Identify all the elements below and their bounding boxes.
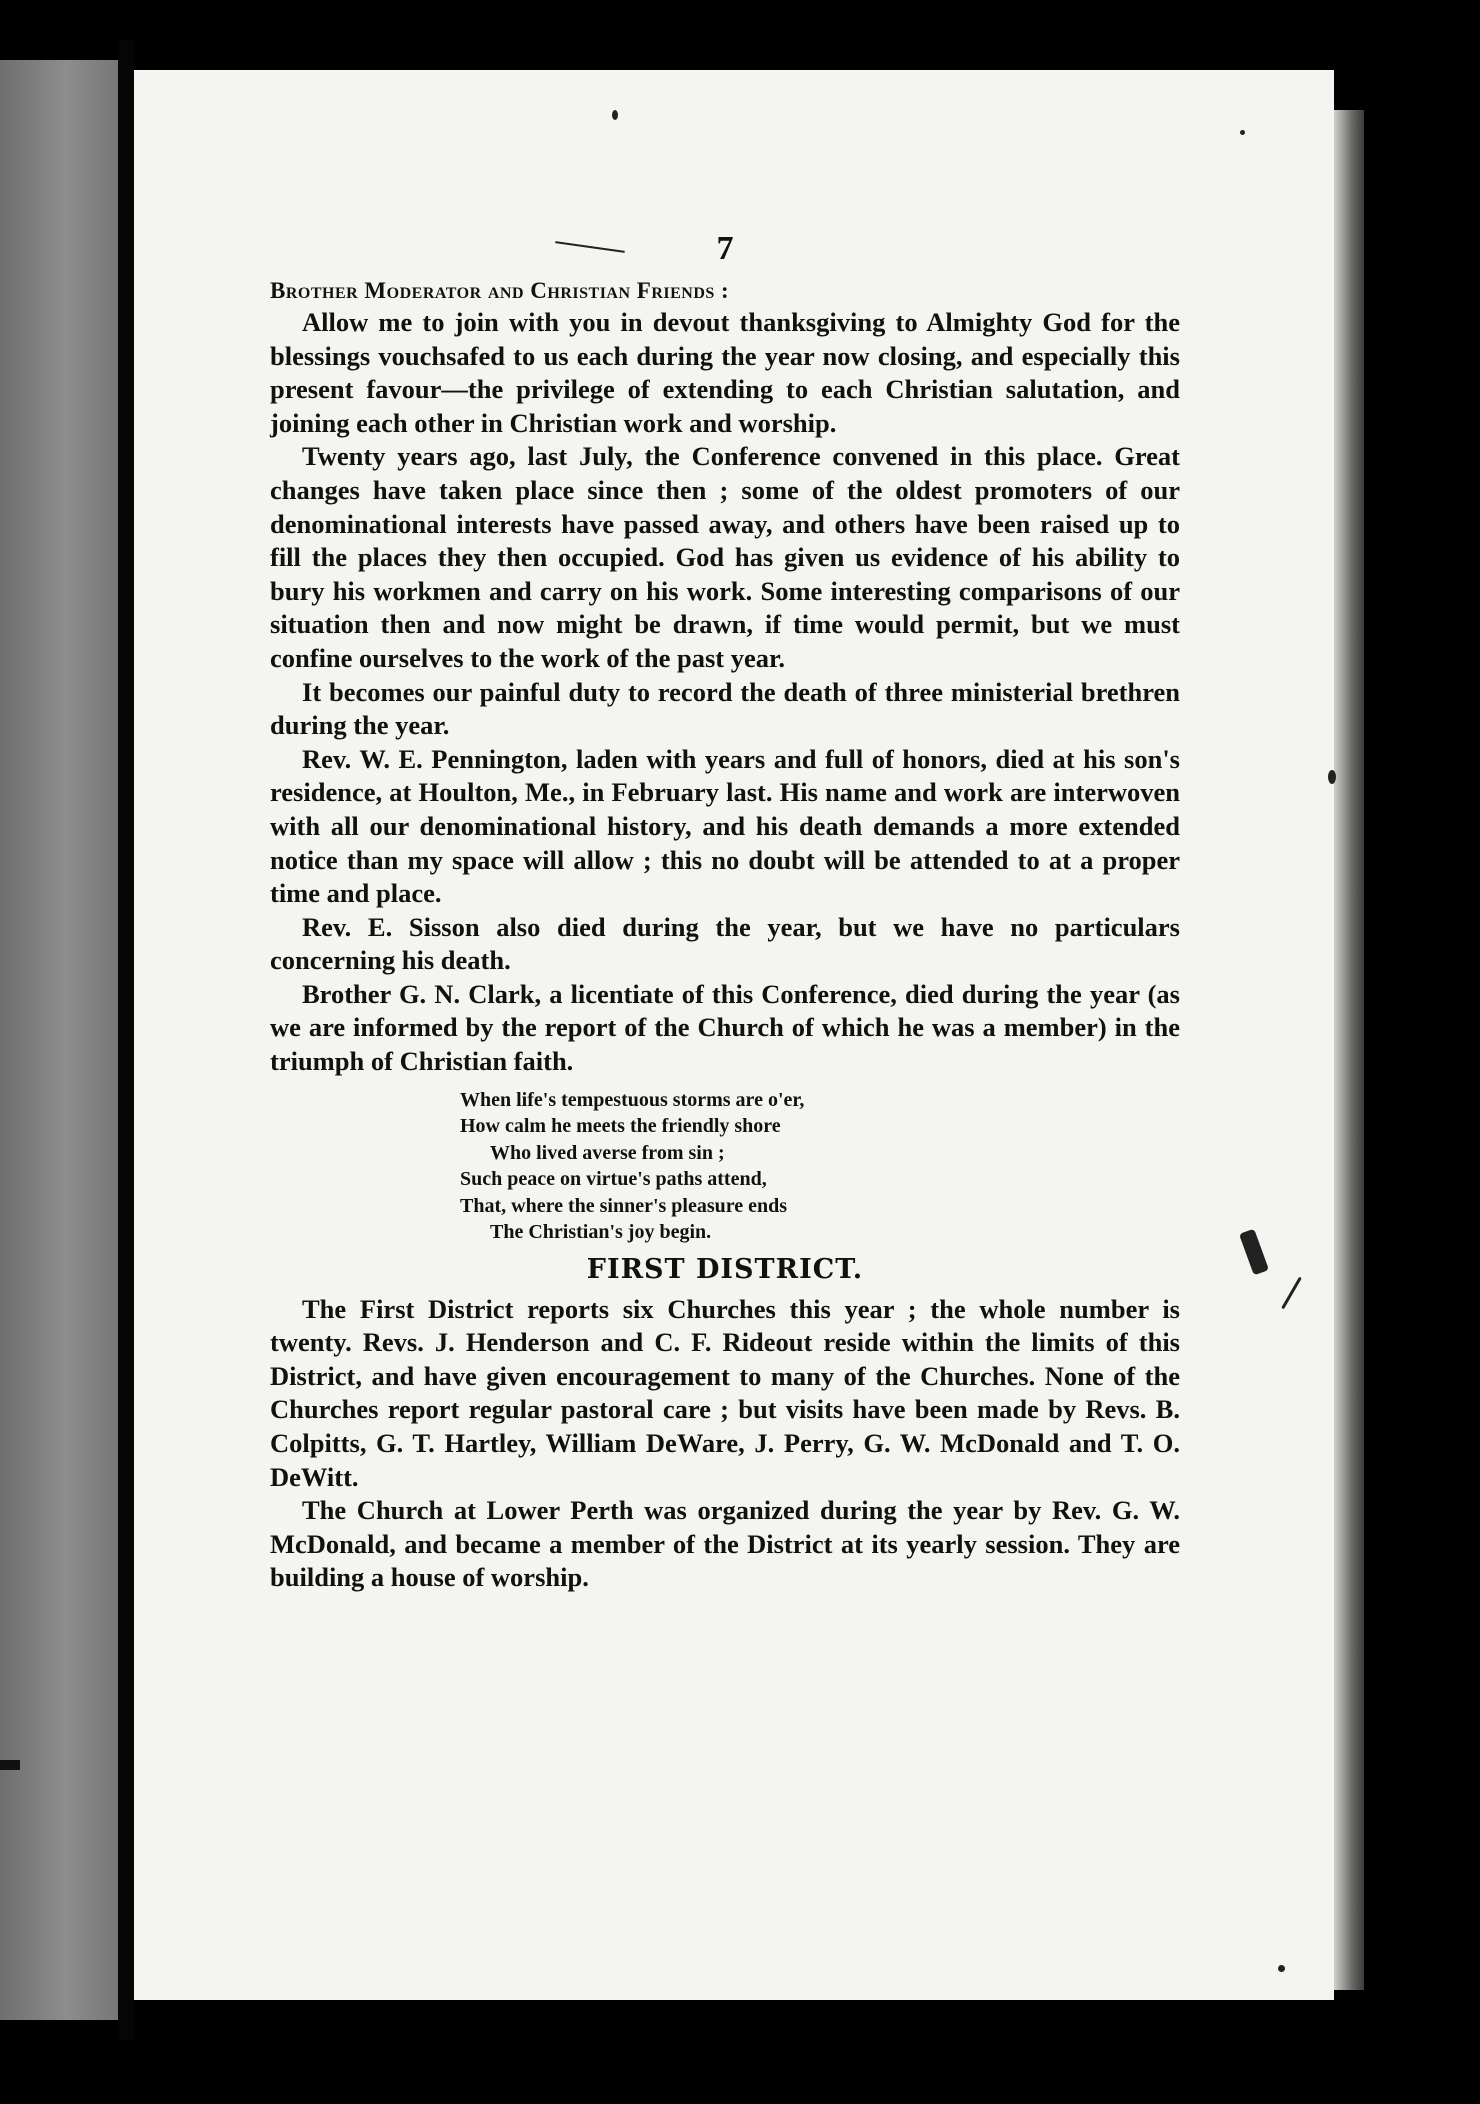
paragraph: The Church at Lower Perth was organized during the year by Rev. G. W. McDonald, and became a member of the District at its yearly session. They are building a house of worship. xyxy=(270,1495,1180,1593)
film-speck xyxy=(1240,130,1245,135)
poem-line: How calm he meets the friendly shore xyxy=(460,1115,781,1138)
page-stack-edge xyxy=(1334,110,1364,1990)
book-gutter xyxy=(118,40,134,2040)
poem xyxy=(460,1087,1180,1246)
film-speck xyxy=(1278,1965,1285,1972)
paragraph: Twenty years ago, last July, the Conference convened in this place. Great changes have taken place since then ; some of the oldest promoters of our denominational interests have passed away, and others have been raised up to fill the places they then occupied. God has given us evidence of his ability to bury his workmen and carry on his work. Some interesting comparisons of our situation then and now might be drawn, if time would permit, but we must confine ourselves to the work of the past year. xyxy=(270,441,1180,673)
facing-page-edge xyxy=(0,60,118,2020)
section-heading: FIRST DISTRICT. xyxy=(586,1253,864,1285)
paragraph: Allow me to join with you in devout thanksgiving to Almighty God for the blessings vouchsafed to us each during the year now closing, and especially this present favour—the privilege of extending to each Christian salutation, and joining each other in Christian work and worship. xyxy=(270,307,1180,438)
poem-line: The Christian's joy begin. xyxy=(490,1221,712,1244)
paragraph: The First District reports six Churches this year ; the whole number is twenty. Revs. J. Henderson and C. F. Rideout reside within the limits of this District, and have given encouragement to many of the Churches. None of the Churches report regular pastoral care ; but visits have been made by Revs. B. Colpitts, G. T. Hartley, William DeWare, J. Perry, G. W. McDonald and T. O. DeWitt. xyxy=(270,1293,1180,1492)
poem-line: When life's tempestuous storms are o'er, xyxy=(460,1088,805,1111)
facing-page-mark xyxy=(0,1760,20,1770)
salutation: Brother Moderator and Christian Friends : xyxy=(270,278,730,303)
paragraph: Rev. W. E. Pennington, laden with years and full of honors, died at his son's residence, at Houlton, Me., in February last. His name and work are interwoven with all our denominational history, and his death demands a more extended notice than my space will allow ; this no doubt will be attended to at a proper time and place. xyxy=(270,743,1180,909)
paragraph: Rev. E. Sisson also died during the year, but we have no particulars concerning his death. xyxy=(270,911,1180,976)
paragraph: Brother G. N. Clark, a licentiate of this Conference, died during the year (as we are informed by the report of the Church of which he was a member) in the triumph of Christian faith. xyxy=(270,978,1180,1077)
poem-line: That, where the sinner's pleasure ends xyxy=(460,1194,788,1217)
film-speck xyxy=(1328,770,1336,784)
film-speck xyxy=(612,110,618,120)
page-text xyxy=(270,230,1180,1595)
poem-line: Such peace on virtue's paths attend, xyxy=(460,1168,767,1191)
page-number: 7 xyxy=(716,230,734,267)
poem-line: Who lived averse from sin ; xyxy=(490,1141,725,1164)
paragraph: It becomes our painful duty to record the death of three ministerial brethren during the year. xyxy=(270,676,1180,741)
